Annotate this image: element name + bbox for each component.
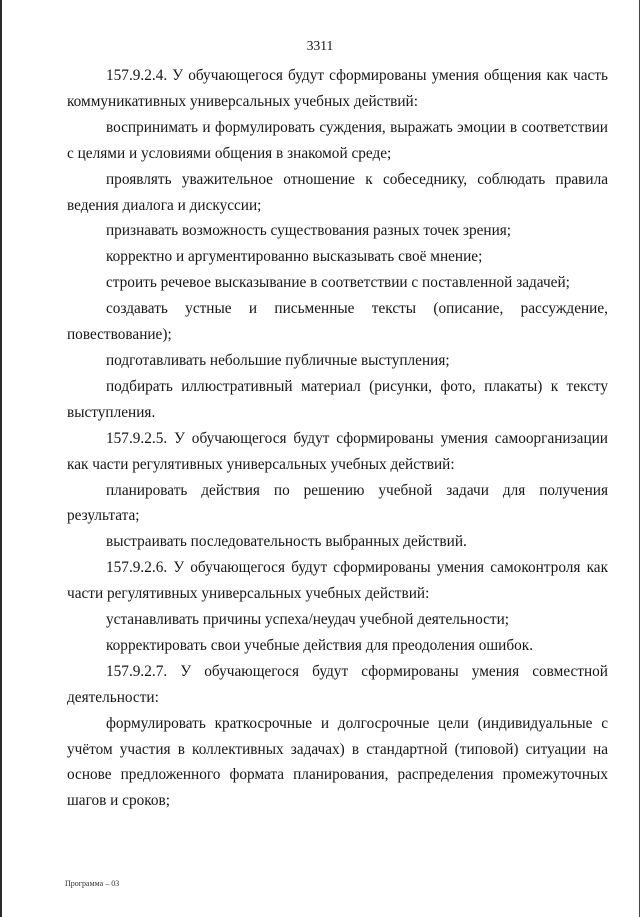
list-item: устанавливать причины успеха/неудач учебной деятельности;: [106, 611, 510, 629]
paragraph-157-9-2-6: 157.9.2.6. У обучающегося будут сформированы умения самоконтроля как части регулятивных универсальных учебных действий:: [67, 559, 608, 603]
list-item: планировать действия по решению учебной задачи для получения результата;: [67, 481, 608, 525]
paragraph-157-9-2-5: 157.9.2.5. У обучающегося будут сформированы умения самоорганизации как части регулятивных универсальных учебных действий:: [67, 429, 608, 473]
list-item: подбирать иллюстративный материал (рисунки, фото, плакаты) к тексту выступления.: [67, 377, 608, 421]
list-item: подготавливать небольшие публичные выступления;: [106, 351, 450, 369]
list-item: создавать устные и письменные тексты (описание, рассуждение, повествование);: [67, 300, 608, 344]
list-item: признавать возможность существования разных точек зрения;: [106, 222, 512, 240]
list-item: воспринимать и формулировать суждения, выражать эмоции в соответствии с целями и условиями общения в знакомой среде;: [67, 118, 608, 162]
list-item: выстраивать последовательность выбранных действий.: [106, 533, 467, 551]
list-item: корректировать свои учебные действия для преодоления ошибок.: [106, 636, 534, 654]
body-text: [67, 63, 608, 814]
list-item: корректно и аргументированно высказывать своё мнение;: [106, 248, 483, 266]
footer-label: Программа – 03: [65, 879, 120, 888]
list-item: формулировать краткосрочные и долгосрочные цели (индивидуальные с учётом участия в коллективных задачах) в стандартной (типовой) ситуации на основе предложенного формата планирования, распределения промежуточных шагов и сроков;: [67, 714, 608, 810]
scan-edge-left: [0, 0, 2, 917]
list-item: проявлять уважительное отношение к собеседнику, соблюдать правила ведения диалога и дискуссии;: [67, 170, 608, 214]
list-item: строить речевое высказывание в соответствии с поставленной задачей;: [106, 274, 570, 292]
paragraph-157-9-2-4: 157.9.2.4. У обучающегося будут сформированы умения общения как часть коммуникативных универсальных учебных действий:: [67, 67, 608, 110]
page-number: 3311: [306, 38, 334, 53]
paragraph-157-9-2-7: 157.9.2.7. У обучающегося будут сформированы умения совместной деятельности:: [67, 662, 608, 706]
